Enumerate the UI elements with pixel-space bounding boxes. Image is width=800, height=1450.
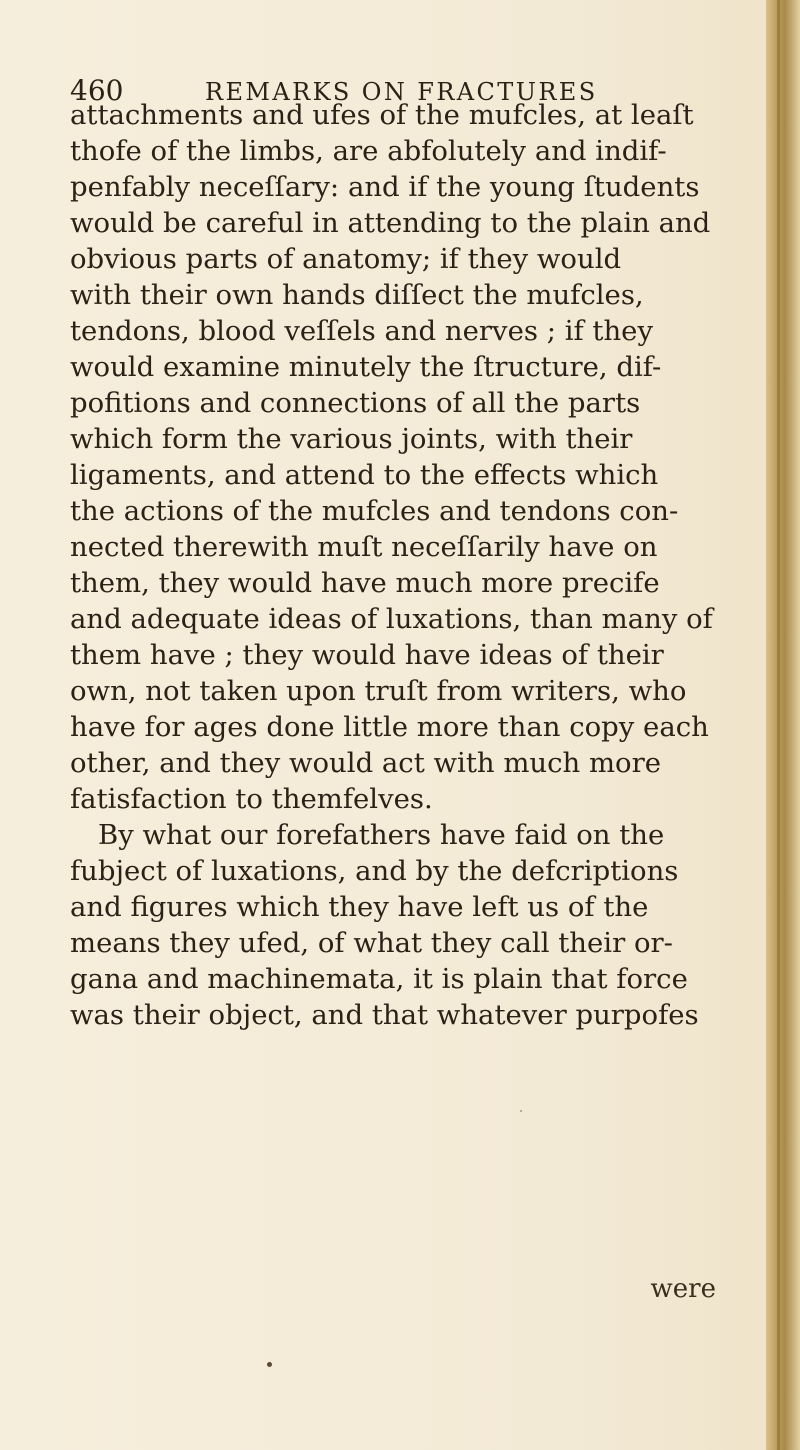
page-edge-shadow	[777, 0, 780, 1450]
text-line: ligaments, and attend to the effects which	[70, 459, 659, 491]
body-text	[70, 97, 750, 1033]
text-line: would be careful in attending to the plain and	[70, 207, 711, 239]
ink-speck	[267, 1362, 272, 1367]
text-line: own, not taken upon truſt from writers, who	[70, 675, 687, 707]
text-line: obvious parts of anatomy; if they would	[70, 243, 622, 275]
text-line: would examine minutely the ſtructure, dif-	[70, 351, 662, 383]
ink-speck	[520, 1110, 522, 1112]
catchword: were	[650, 1274, 716, 1304]
text-line: with their own hands diſſect the mufcles,	[70, 279, 644, 311]
text-line: gana and machinemata, it is plain that force	[70, 963, 688, 995]
text-line: the actions of the mufcles and tendons con-	[70, 495, 679, 527]
text-line: pofitions and connections of all the parts	[70, 387, 641, 419]
running-head: REMARKS ON FRACTURES	[205, 78, 598, 106]
text-line: and adequate ideas of luxations, than many of	[70, 603, 713, 635]
text-line: attachments and ufes of the mufcles, at leaſt	[70, 99, 694, 131]
text-line: fatisfaction to themfelves.	[70, 783, 433, 815]
text-line: other, and they would act with much more	[70, 747, 662, 779]
text-line: was their object, and that whatever purpofes	[70, 999, 699, 1031]
paragraph-start-line: By what our forefathers have faid on the	[98, 819, 665, 851]
text-line: nected therewith muſt neceſſarily have on	[70, 531, 658, 563]
page-number: 460	[70, 74, 124, 107]
text-line: them have ; they would have ideas of their	[70, 639, 664, 671]
text-line: and figures which they have left us of the	[70, 891, 649, 923]
text-line: means they ufed, of what they call their or-	[70, 927, 673, 959]
text-line: thofe of the limbs, are abfolutely and indif-	[70, 135, 667, 167]
page-edge	[766, 0, 800, 1450]
text-line: have for ages done little more than copy each	[70, 711, 709, 743]
text-line: fubject of luxations, and by the defcriptions	[70, 855, 679, 887]
text-line: them, they would have much more precife	[70, 567, 660, 599]
text-line: penfably neceſſary: and if the young ſtudents	[70, 171, 700, 203]
text-line: tendons, blood veſſels and nerves ; if they	[70, 315, 653, 347]
text-line: which form the various joints, with their	[70, 423, 633, 455]
